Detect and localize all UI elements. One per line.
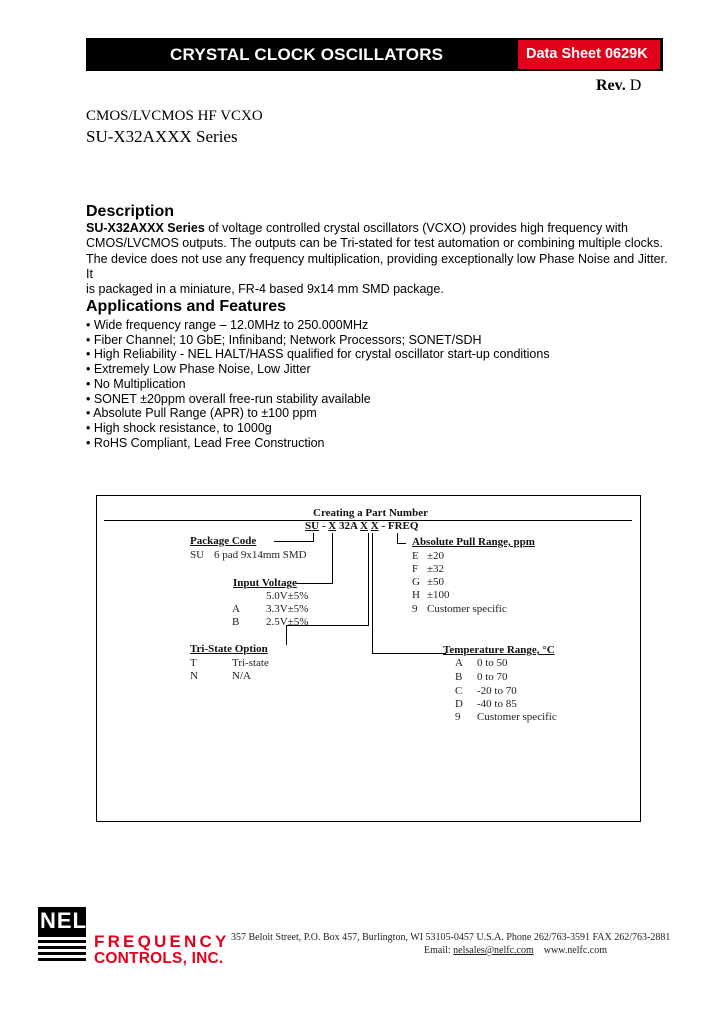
apr-code: 9 [412,603,418,615]
description-heading: Description [86,203,175,220]
temperature-code: D [455,698,463,710]
email-link[interactable]: nelsales@nelfc.com [453,945,534,956]
connector [313,533,314,541]
product-series: SU-X32AXXX Series [86,127,238,146]
apr-value: Customer specific [427,603,507,615]
temperature-value: 0 to 70 [477,671,508,683]
voltage-value: 3.3V±5% [266,603,309,615]
apr-code: G [412,576,420,588]
description-line: SU-X32AXXX Series of voltage controlled crystal oscillators (VCXO) provides high frequency with [86,221,628,235]
email-label: Email: [424,945,451,956]
connector [372,533,373,653]
company-address: 357 Beloit Street, P.O. Box 457, Burlington, WI 53105-0457 U.S.A. Phone 262/763-3591 FAX 262/763-2881 [231,932,671,943]
temperature-code: C [455,685,463,697]
website-link[interactable]: www.nelfc.com [543,945,607,956]
apr-value: ±50 [427,576,445,588]
temperature-value: Customer specific [477,711,557,723]
connector [397,543,406,544]
feature-item: • Absolute Pull Range (APR) to ±100 ppm [86,406,317,421]
voltage-code: A [232,603,240,615]
tristate-value: Tri-state [232,657,269,669]
tristate-code: N [190,670,198,682]
document-title: CRYSTAL CLOCK OSCILLATORS [170,45,444,64]
apr-code: E [412,550,419,562]
feature-item: • High Reliability - NEL HALT/HASS qualified for crystal oscillator start-up conditions [86,347,550,362]
tristate-value: N/A [232,670,251,682]
connector [286,625,287,645]
package-code-value: SU [190,549,205,561]
revision-label: Rev. [596,77,626,94]
apr-value: ±100 [427,589,450,601]
product-subtitle: CMOS/LVCMOS HF VCXO [86,108,263,124]
description-line: is packaged in a miniature, FR-4 based 9x14 mm SMD package. [86,282,444,297]
temperature-code: B [455,671,463,683]
temperature-value: 0 to 50 [477,657,508,669]
apr-value: ±20 [427,550,445,562]
features-list [86,318,550,450]
connector [296,583,333,584]
feature-item: • Wide frequency range – 12.0MHz to 250.000MHz [86,318,369,332]
temperature-heading: Temperature Range, °C [443,644,555,656]
apr-heading: Absolute Pull Range, ppm [412,536,535,548]
package-code-heading: Package Code [190,535,257,547]
feature-item: • SONET ±20ppm overall free-run stability available [86,391,371,406]
connector [368,533,369,625]
part-code: SU - X 32A X X - FREQ [305,520,419,532]
feature-item: • RoHS Compliant, Lead Free Construction [86,435,325,450]
connector [372,653,446,654]
temperature-value: -40 to 85 [477,698,517,710]
feature-item: • Extremely Low Phase Noise, Low Jitter [86,362,311,377]
package-code-desc: 6 pad 9x14mm SMD [214,549,307,561]
connector [397,533,398,543]
feature-item: • No Multiplication [86,376,186,391]
input-voltage-heading: Input Voltage [233,577,297,589]
temperature-code: 9 [455,711,461,723]
description-body [86,221,676,297]
temperature-value: -20 to 70 [477,685,517,697]
temperature-code: A [455,657,463,669]
nel-logo-text: NEL [40,908,87,933]
part-number-title: Creating a Part Number [313,507,428,519]
logo-stripe [38,946,86,949]
voltage-code: B [232,616,240,628]
company-name-line2: CONTROLS, INC. [94,950,224,967]
description-line: CMOS/LVCMOS outputs. The outputs can be Tri-stated for test automation or combining multiple clocks. [86,236,663,251]
apr-code: H [412,589,420,601]
feature-item: • Fiber Channel; 10 GbE; Infiniband; Network Processors; SONET/SDH [86,332,482,347]
logo-stripe [38,940,86,943]
revision-value: D [629,77,642,94]
logo-stripe [38,958,86,961]
contact-line [424,945,607,956]
voltage-value: 2.5V±5% [266,616,309,628]
logo-stripe [38,952,86,955]
tristate-code: T [190,657,197,669]
apr-code: F [412,563,419,575]
connector [332,533,333,583]
apr-value: ±32 [427,563,445,575]
tristate-heading: Tri-State Option [190,643,268,655]
revision [596,77,641,95]
feature-item: • High shock resistance, to 1000g [86,420,272,435]
description-line: The device does not use any frequency multiplication, providing exceptionally low Phase Noise and Jitter. It [86,251,668,281]
series-name: SU-X32AXXX Series [86,221,205,235]
datasheet-number: Data Sheet 0629K [526,46,648,62]
company-name-line1: FREQUENCY [94,932,230,951]
voltage-value: 5.0V±5% [266,590,309,602]
features-heading: Applications and Features [86,298,287,315]
connector [274,541,314,542]
